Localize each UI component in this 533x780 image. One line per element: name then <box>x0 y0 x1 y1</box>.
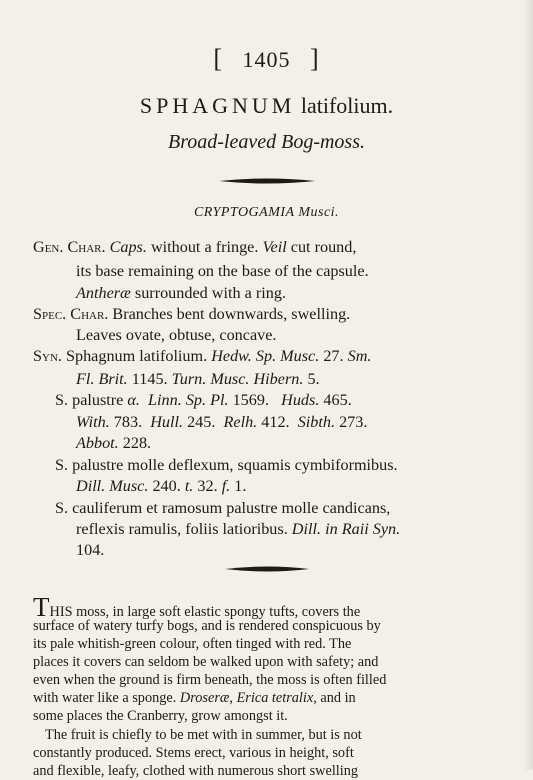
first-word: HIS <box>49 604 73 620</box>
syn-greek: α. <box>127 391 140 409</box>
spec-char-label: Spec. Char. <box>33 305 109 323</box>
title-species: latifolium. <box>300 93 394 118</box>
body-text: moss, in large soft elastic spongy tufts, covers the <box>72 604 361 620</box>
syn-palustre-line-1 <box>55 390 352 410</box>
syn-molle-line-1: S. palustre molle deflexum, squamis cymbiformibus. <box>55 456 398 474</box>
body-italic: Droseræ <box>179 690 230 706</box>
syn-ref: Turn. Musc. Hibern. <box>171 370 304 388</box>
syn-text: S. palustre <box>55 391 128 409</box>
page-number-value: 1405 <box>242 47 291 72</box>
body-line-3: its pale whitish-green colour, often tinged with red. The <box>33 636 352 652</box>
gen-char-text-3: surrounded with a ring. <box>130 284 286 302</box>
syn-ref: Hedw. Sp. Musc. <box>211 347 320 365</box>
syn-num: 5. <box>303 370 320 388</box>
syn-cauliferum-line-2 <box>76 519 400 539</box>
syn-num: 245. <box>183 413 216 431</box>
syn-num: 273. <box>335 413 368 431</box>
syn-text: reflexis ramulis, foliis latioribus. <box>76 520 292 538</box>
gen-char-label: Gen. Char. <box>33 238 106 256</box>
syn-palustre-line-3 <box>76 433 151 453</box>
body-line-7: some places the Cranberry, grow amongst it. <box>33 708 288 724</box>
spec-char-text: Branches bent downwards, swelling. <box>112 305 351 323</box>
body-line-4: places it covers can seldom be walked upon with safety; and <box>33 654 379 670</box>
syn-ref: Relh. <box>223 413 258 431</box>
body-line-9: constantly produced. Stems erect, various in height, soft <box>33 745 354 761</box>
syn-ref: Dill. Musc. <box>76 477 149 495</box>
syn-palustre-line-2 <box>76 412 367 432</box>
species-title <box>0 93 533 119</box>
syn-ref: Sm. <box>347 347 372 365</box>
gen-char-text-2: cut round, <box>286 238 357 256</box>
page-edge-shadow <box>523 0 533 770</box>
gen-char-text: without a fringe. <box>146 238 263 256</box>
gen-char-line-2: its base remaining on the base of the capsule. <box>76 262 369 280</box>
body-line-2: surface of watery turfy bogs, and is rendered conspicuous by <box>33 618 381 634</box>
syn-text: Sphagnum latifolium. <box>65 347 212 365</box>
gen-char-antherae: Antheræ <box>76 284 131 302</box>
gen-char-caps: Caps. <box>109 238 147 256</box>
common-name: Broad-leaved Bog-moss. <box>168 131 365 153</box>
syn-num: 783. <box>109 413 143 431</box>
body-text: , <box>229 690 237 706</box>
spec-char-line-1 <box>33 304 350 324</box>
body-text: with water like a sponge. <box>33 690 180 706</box>
syn-ref: With. <box>76 413 110 431</box>
body-line-5: even when the ground is firm beneath, the moss is often filled <box>33 672 387 688</box>
syn-num: 412. <box>257 413 290 431</box>
syn-num: 32. <box>193 477 222 495</box>
syn-cauliferum-line-1: S. cauliferum et ramosum palustre molle candicans, <box>55 499 391 517</box>
syn-ref: Huds. <box>281 391 320 409</box>
syn-ref: Dill. in Raii Syn. <box>291 520 401 538</box>
title-genus: SPHAGNUM <box>139 93 296 118</box>
gen-char-line-3 <box>76 283 286 303</box>
body-line-6 <box>33 689 356 707</box>
syn-ref: f. <box>221 477 231 495</box>
body-line-8: The fruit is chiefly to be met with in summer, but is not <box>45 727 362 743</box>
syn-ref: t. <box>184 477 194 495</box>
syn-ref: Fl. Brit. <box>76 370 128 388</box>
bracket-close: ] <box>310 44 320 73</box>
body-italic: Erica tetralix <box>236 690 314 706</box>
ornamental-rule-bottom <box>0 565 533 573</box>
classification: CRYPTOGAMIA Musci. <box>193 205 340 220</box>
body-line-10: and flexible, leafy, clothed with numerous short swelling <box>33 763 359 779</box>
syn-ref: Linn. Sp. Pl. <box>148 391 229 409</box>
syn-num: 1569. <box>228 391 269 409</box>
syn-num: 465. <box>319 391 352 409</box>
syn-num: 228. <box>118 434 152 452</box>
syn-num: 27. <box>319 347 348 365</box>
ornamental-rule-top <box>0 177 533 185</box>
bracket-open: [ <box>213 44 223 73</box>
syn-ref: Hull. <box>150 413 184 431</box>
syn-ref: Abbot. <box>76 434 119 452</box>
syn-ref: Sibth. <box>297 413 336 431</box>
gen-char-veil: Veil <box>262 238 287 256</box>
drop-cap: T <box>33 592 50 622</box>
syn-num: 1145. <box>127 370 172 388</box>
syn-cauliferum-line-3: 104. <box>76 541 105 559</box>
syn-label: Syn. <box>33 347 62 365</box>
syn-num: 240. <box>148 477 185 495</box>
syn-line-1 <box>33 346 371 366</box>
gen-char-line-1 <box>33 237 356 257</box>
body-text: , and in <box>313 690 356 706</box>
spec-char-line-2: Leaves ovate, obtuse, concave. <box>76 326 277 344</box>
page-number <box>0 44 533 74</box>
syn-line-2 <box>76 369 320 389</box>
syn-molle-line-2 <box>76 476 246 496</box>
syn-num: 1. <box>230 477 247 495</box>
